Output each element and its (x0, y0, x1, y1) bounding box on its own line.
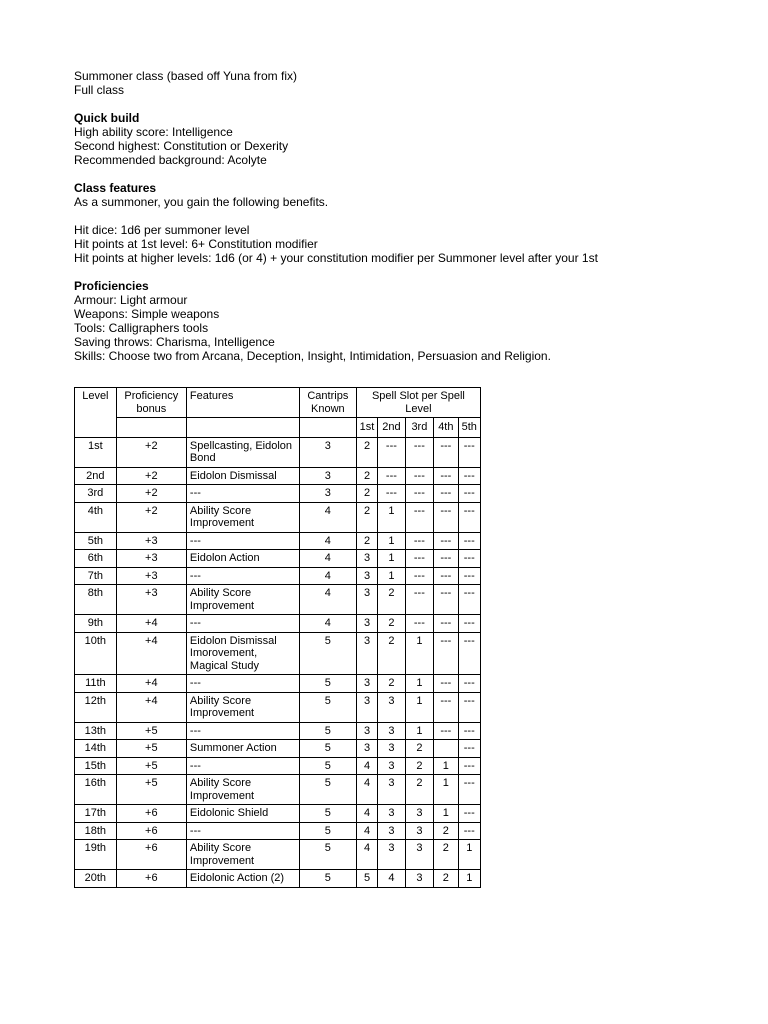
spell-slot-cell: --- (434, 615, 458, 633)
spell-slot-cell: 3 (356, 692, 377, 722)
spell-slot-cell: 3 (405, 822, 433, 840)
cantrips-cell: 5 (299, 840, 356, 870)
spell-slot-cell: 2 (434, 840, 458, 870)
level-cell: 7th (75, 567, 117, 585)
features-cell: --- (186, 532, 299, 550)
cantrips-cell: 3 (299, 467, 356, 485)
spell-slot-cell: 4 (356, 775, 377, 805)
table-body (75, 437, 481, 887)
spell-slot-cell: --- (434, 585, 458, 615)
spell-slot-cell: 3 (405, 870, 433, 888)
spell-slot-cell: --- (405, 615, 433, 633)
spell-slot-cell: 2 (378, 615, 405, 633)
features-cell: Eidolonic Shield (186, 805, 299, 823)
features-cell: Ability Score Improvement (186, 585, 299, 615)
spell-slot-cell: --- (458, 692, 480, 722)
level-cell: 2nd (75, 467, 117, 485)
cantrips-cell: 4 (299, 615, 356, 633)
level-cell: 17th (75, 805, 117, 823)
table-row (75, 632, 481, 675)
proficiency-bonus-cell: +3 (116, 567, 186, 585)
cantrips-cell: 5 (299, 822, 356, 840)
features-cell: --- (186, 822, 299, 840)
quick-build-line: Second highest: Constitution or Dexerity (74, 139, 289, 153)
spell-slot-cell: --- (405, 550, 433, 568)
proficiency-armour: Armour: Light armour (74, 293, 188, 307)
spell-slot-cell: --- (458, 532, 480, 550)
class-features-heading: Class features (74, 181, 157, 195)
features-cell: --- (186, 567, 299, 585)
hit-dice-line: Hit dice: 1d6 per summoner level (74, 223, 250, 237)
proficiencies-heading: Proficiencies (74, 279, 149, 293)
features-cell: --- (186, 722, 299, 740)
spell-slot-cell: --- (434, 532, 458, 550)
table-row (75, 437, 481, 467)
table-row (75, 585, 481, 615)
table-row (75, 467, 481, 485)
spell-slot-cell: --- (458, 805, 480, 823)
level-cell: 18th (75, 822, 117, 840)
spell-slot-cell: 1 (405, 675, 433, 693)
spell-slot-cell: 1 (405, 692, 433, 722)
proficiency-weapons: Weapons: Simple weapons (74, 307, 220, 321)
spell-slot-cell: --- (405, 502, 433, 532)
cantrips-cell: 5 (299, 632, 356, 675)
class-features-intro: As a summoner, you gain the following benefits. (74, 195, 329, 209)
spell-slot-cell: 1 (405, 632, 433, 675)
table-row (75, 502, 481, 532)
features-cell: Eidolonic Action (2) (186, 870, 299, 888)
spell-slot-cell: --- (434, 550, 458, 568)
proficiency-bonus-cell: +2 (116, 502, 186, 532)
table-row (75, 757, 481, 775)
slot-level-1st: 1st (356, 418, 377, 438)
spell-slot-cell: --- (378, 437, 405, 467)
slot-level-4th: 4th (434, 418, 458, 438)
spell-slot-cell: 4 (356, 840, 377, 870)
cantrips-cell: 5 (299, 805, 356, 823)
table-row (75, 567, 481, 585)
spell-slot-cell: --- (434, 502, 458, 532)
level-cell: 14th (75, 740, 117, 758)
table-row (75, 775, 481, 805)
table-row (75, 840, 481, 870)
cantrips-cell: 5 (299, 692, 356, 722)
features-cell: --- (186, 615, 299, 633)
spell-slot-cell: --- (458, 567, 480, 585)
spell-slot-cell: 2 (356, 437, 377, 467)
features-cell: --- (186, 675, 299, 693)
slot-level-3rd: 3rd (405, 418, 433, 438)
spell-slot-cell: 3 (405, 805, 433, 823)
table-row (75, 485, 481, 503)
features-cell: Ability Score Improvement (186, 840, 299, 870)
features-cell: --- (186, 757, 299, 775)
table-subheader-row (75, 418, 481, 438)
spell-slot-cell: 1 (434, 757, 458, 775)
level-cell: 12th (75, 692, 117, 722)
proficiency-bonus-cell: +2 (116, 485, 186, 503)
spell-slot-cell: 2 (405, 757, 433, 775)
spell-slot-cell: --- (458, 437, 480, 467)
features-cell: Eidolon Action (186, 550, 299, 568)
level-cell: 3rd (75, 485, 117, 503)
document-page (74, 69, 734, 888)
features-cell: Ability Score Improvement (186, 692, 299, 722)
proficiency-bonus-cell: +6 (116, 870, 186, 888)
level-cell: 4th (75, 502, 117, 532)
spell-slot-cell: --- (434, 632, 458, 675)
spell-slot-cell: --- (458, 585, 480, 615)
header-empty-cell (299, 418, 356, 438)
cantrips-cell: 5 (299, 757, 356, 775)
spell-slot-cell: --- (434, 567, 458, 585)
spell-slot-cell: --- (458, 675, 480, 693)
spell-slot-cell: --- (434, 722, 458, 740)
spell-slot-cell: 2 (434, 870, 458, 888)
table-row (75, 722, 481, 740)
spell-slot-cell: 2 (405, 775, 433, 805)
cantrips-cell: 4 (299, 502, 356, 532)
spell-slot-cell: --- (405, 467, 433, 485)
spell-slot-cell: --- (434, 485, 458, 503)
spell-slot-cell: --- (458, 615, 480, 633)
features-cell: Eidolon Dismissal Imorovement, Magical Study (186, 632, 299, 675)
spell-slot-cell: 1 (434, 775, 458, 805)
features-cell: Ability Score Improvement (186, 502, 299, 532)
header-proficiency-bonus: Proficiency bonus (116, 388, 186, 418)
spell-slot-cell: 2 (434, 822, 458, 840)
spell-slot-cell: --- (405, 567, 433, 585)
features-cell: --- (186, 485, 299, 503)
proficiency-bonus-cell: +6 (116, 822, 186, 840)
spell-slot-cell: 4 (356, 805, 377, 823)
spell-slot-cell: 3 (356, 632, 377, 675)
spell-slot-cell: 3 (356, 567, 377, 585)
proficiency-bonus-cell: +6 (116, 805, 186, 823)
level-cell: 11th (75, 675, 117, 693)
spell-slot-cell: --- (458, 757, 480, 775)
spell-slot-cell: --- (458, 485, 480, 503)
features-cell: Eidolon Dismissal (186, 467, 299, 485)
spell-slot-cell: 3 (378, 805, 405, 823)
intro-title: Summoner class (based off Yuna from fix) (74, 69, 297, 83)
features-cell: Spellcasting, Eidolon Bond (186, 437, 299, 467)
spell-slot-cell: 3 (378, 840, 405, 870)
level-cell: 16th (75, 775, 117, 805)
spell-slot-cell: 2 (356, 467, 377, 485)
level-cell: 9th (75, 615, 117, 633)
cantrips-cell: 5 (299, 870, 356, 888)
proficiency-bonus-cell: +4 (116, 615, 186, 633)
cantrips-cell: 4 (299, 585, 356, 615)
proficiency-bonus-cell: +2 (116, 437, 186, 467)
cantrips-cell: 3 (299, 485, 356, 503)
spell-slot-cell: 3 (405, 840, 433, 870)
header-empty-cell (116, 418, 186, 438)
proficiency-saving-throws: Saving throws: Charisma, Intelligence (74, 335, 275, 349)
cantrips-cell: 4 (299, 532, 356, 550)
spell-slot-cell: --- (458, 740, 480, 758)
table-row (75, 550, 481, 568)
header-features: Features (186, 388, 299, 418)
spell-slot-cell: 4 (356, 822, 377, 840)
table-row (75, 692, 481, 722)
spell-slot-cell: --- (458, 822, 480, 840)
spell-slot-cell: 2 (356, 532, 377, 550)
spell-slot-cell: --- (458, 550, 480, 568)
proficiency-bonus-cell: +2 (116, 467, 186, 485)
proficiency-bonus-cell: +3 (116, 550, 186, 568)
proficiency-bonus-cell: +5 (116, 757, 186, 775)
cantrips-cell: 5 (299, 775, 356, 805)
spell-slot-cell: --- (434, 467, 458, 485)
spell-slot-cell: --- (458, 467, 480, 485)
table-row (75, 615, 481, 633)
spell-slot-cell: 3 (356, 675, 377, 693)
spell-slot-cell: 3 (356, 550, 377, 568)
spell-slot-cell: 1 (378, 532, 405, 550)
spell-slot-cell: 1 (378, 502, 405, 532)
features-cell: Summoner Action (186, 740, 299, 758)
spell-slot-cell: 3 (356, 615, 377, 633)
proficiency-bonus-cell: +4 (116, 692, 186, 722)
table-row (75, 675, 481, 693)
proficiency-bonus-cell: +3 (116, 532, 186, 550)
hit-points-first-line: Hit points at 1st level: 6+ Constitution modifier (74, 237, 318, 251)
proficiency-bonus-cell: +4 (116, 675, 186, 693)
spell-slot-cell: 3 (378, 775, 405, 805)
header-level: Level (75, 388, 117, 438)
spell-slot-cell: --- (405, 585, 433, 615)
spell-slot-cell: 1 (458, 840, 480, 870)
slot-level-5th: 5th (458, 418, 480, 438)
level-cell: 8th (75, 585, 117, 615)
spell-slot-cell: 2 (378, 675, 405, 693)
proficiency-bonus-cell: +4 (116, 632, 186, 675)
spell-slot-cell: 3 (378, 740, 405, 758)
spell-slot-cell: 5 (356, 870, 377, 888)
hit-points-higher-line: Hit points at higher levels: 1d6 (or 4) + your constitution modifier per Summoner level after your 1st (74, 251, 598, 265)
spell-slot-cell: 2 (405, 740, 433, 758)
header-cantrips-known: Cantrips Known (299, 388, 356, 418)
summoner-level-table (74, 387, 481, 888)
table-header-row (75, 388, 481, 418)
level-cell: 13th (75, 722, 117, 740)
spell-slot-cell: 2 (356, 485, 377, 503)
spell-slot-cell: 2 (378, 632, 405, 675)
features-cell: Ability Score Improvement (186, 775, 299, 805)
spell-slot-cell: --- (434, 437, 458, 467)
spell-slot-cell: 2 (356, 502, 377, 532)
proficiency-tools: Tools: Calligraphers tools (74, 321, 209, 335)
spell-slot-cell (434, 740, 458, 758)
table-row (75, 822, 481, 840)
proficiency-bonus-cell: +5 (116, 740, 186, 758)
level-cell: 15th (75, 757, 117, 775)
level-cell: 5th (75, 532, 117, 550)
quick-build-line: Recommended background: Acolyte (74, 153, 267, 167)
spell-slot-cell: --- (405, 532, 433, 550)
spell-slot-cell: 3 (378, 692, 405, 722)
header-spell-slots: Spell Slot per Spell Level (356, 388, 480, 418)
spell-slot-cell: 3 (356, 740, 377, 758)
level-cell: 6th (75, 550, 117, 568)
level-cell: 19th (75, 840, 117, 870)
cantrips-cell: 5 (299, 722, 356, 740)
quick-build-line: High ability score: Intelligence (74, 125, 233, 139)
proficiency-skills: Skills: Choose two from Arcana, Deception, Insight, Intimidation, Persuasion and Religion. (74, 349, 551, 363)
intro-subtitle: Full class (74, 83, 125, 97)
spell-slot-cell: 1 (434, 805, 458, 823)
cantrips-cell: 5 (299, 740, 356, 758)
proficiency-bonus-cell: +6 (116, 840, 186, 870)
spell-slot-cell: 3 (378, 722, 405, 740)
spell-slot-cell: 3 (378, 757, 405, 775)
cantrips-cell: 5 (299, 675, 356, 693)
spell-slot-cell: --- (434, 692, 458, 722)
spell-slot-cell: --- (378, 485, 405, 503)
spell-slot-cell: 2 (378, 585, 405, 615)
spell-slot-cell: --- (458, 632, 480, 675)
proficiency-bonus-cell: +3 (116, 585, 186, 615)
table-row (75, 805, 481, 823)
cantrips-cell: 3 (299, 437, 356, 467)
spell-slot-cell: --- (458, 502, 480, 532)
spell-slot-cell: 3 (356, 585, 377, 615)
level-cell: 1st (75, 437, 117, 467)
spell-slot-cell: 1 (458, 870, 480, 888)
spell-slot-cell: --- (458, 775, 480, 805)
proficiency-bonus-cell: +5 (116, 775, 186, 805)
spell-slot-cell: --- (378, 467, 405, 485)
spell-slot-cell: --- (405, 485, 433, 503)
spell-slot-cell: --- (458, 722, 480, 740)
header-empty-cell (186, 418, 299, 438)
table-row (75, 532, 481, 550)
spell-slot-cell: 4 (356, 757, 377, 775)
level-cell: 20th (75, 870, 117, 888)
spell-slot-cell: 1 (405, 722, 433, 740)
cantrips-cell: 4 (299, 567, 356, 585)
table-row (75, 870, 481, 888)
spell-slot-cell: 1 (378, 550, 405, 568)
level-cell: 10th (75, 632, 117, 675)
spell-slot-cell: --- (434, 675, 458, 693)
spell-slot-cell: 3 (378, 822, 405, 840)
quick-build-heading: Quick build (74, 111, 140, 125)
table-row (75, 740, 481, 758)
slot-level-2nd: 2nd (378, 418, 405, 438)
cantrips-cell: 4 (299, 550, 356, 568)
spell-slot-cell: 1 (378, 567, 405, 585)
spell-slot-cell: --- (405, 437, 433, 467)
spell-slot-cell: 4 (378, 870, 405, 888)
proficiency-bonus-cell: +5 (116, 722, 186, 740)
spell-slot-cell: 3 (356, 722, 377, 740)
